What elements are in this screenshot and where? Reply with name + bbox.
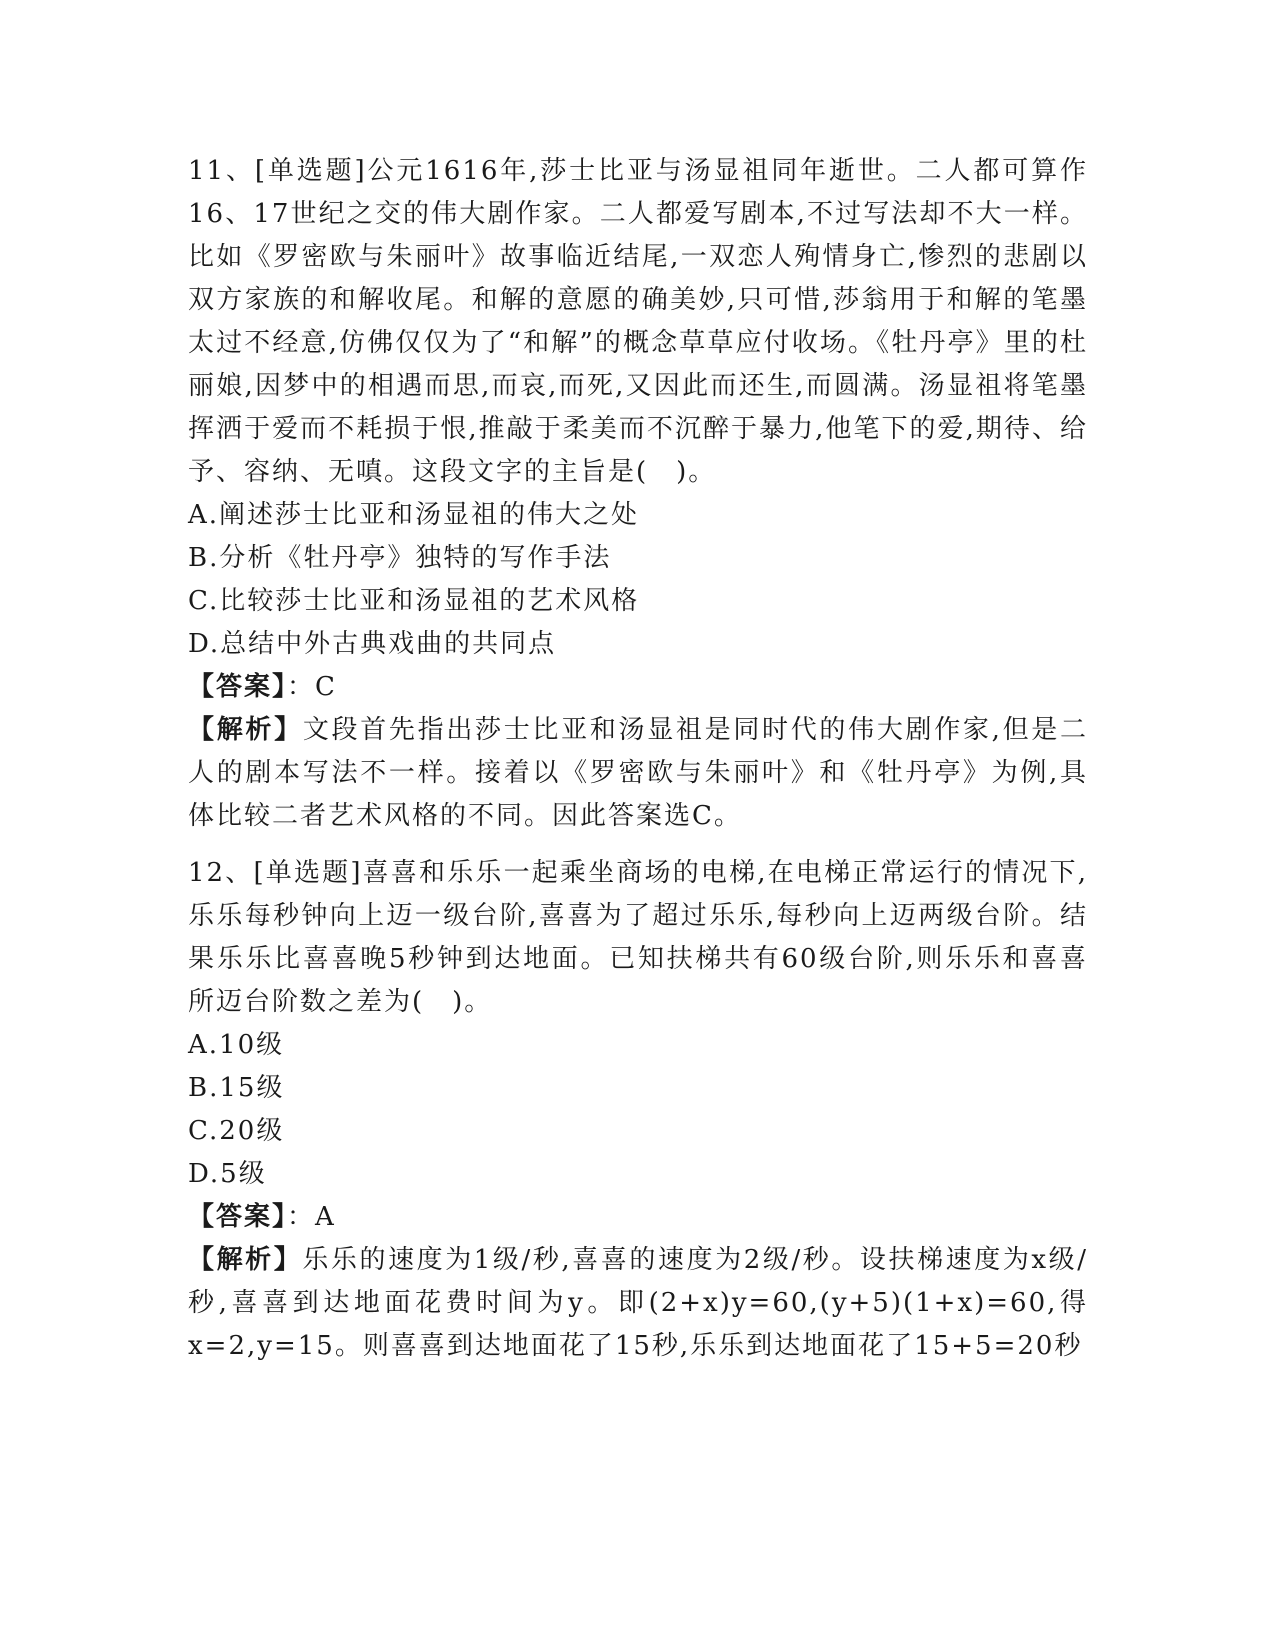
- analysis-text: 乐乐的速度为1级/秒,喜喜的速度为2级/秒。设扶梯速度为x级/秒,喜喜到达地面花费时间为y。即(2+x)y=60,(y+5)(1+x)=60,得x=2,y=15。则喜喜到达地面花了15秒,乐乐到达地面花了15+5=20秒: [188, 1245, 1088, 1361]
- option-a: A.10级: [188, 1030, 285, 1060]
- answer-separator: ：: [287, 1202, 316, 1232]
- answer-label: 【答案】: [188, 1202, 288, 1232]
- analysis-paragraph: [188, 1239, 1088, 1368]
- question-stem: 11、[单选题]公元1616年,莎士比亚与汤显祖同年逝世。二人都可算作16、17世纪之交的伟大剧作家。二人都爱写剧本,不过写法却不大一样。比如《罗密欧与朱丽叶》故事临近结尾,一双恋人殉情身亡,惨烈的悲剧以双方家族的和解收尾。和解的意愿的确美妙,只可惜,莎翁用于和解的笔墨太过不经意,仿佛仅仅为了“和解”的概念草草应付收场。《牡丹亭》里的杜丽娘,因梦中的相遇而思,而哀,而死,又因此而还生,而圆满。汤显祖将笔墨挥洒于爱而不耗损于恨,推敲于柔美而不沉醉于暴力,他笔下的爱,期待、给予、容纳、无嗔。这段文字的主旨是( )。: [188, 156, 1088, 487]
- analysis-paragraph: [188, 709, 1088, 838]
- analysis-text: 文段首先指出莎士比亚和汤显祖是同时代的伟大剧作家,但是二人的剧本写法不一样。接着以《罗密欧与朱丽叶》和《牡丹亭》为例,具体比较二者艺术风格的不同。因此答案选C。: [188, 715, 1088, 831]
- question-stem: 12、[单选题]喜喜和乐乐一起乘坐商场的电梯,在电梯正常运行的情况下,乐乐每秒钟向上迈一级台阶,喜喜为了超过乐乐,每秒向上迈两级台阶。结果乐乐比喜喜晚5秒钟到达地面。已知扶梯共有60级台阶,则乐乐和喜喜所迈台阶数之差为( )。: [188, 858, 1088, 1017]
- document-page: [188, 150, 1088, 1368]
- option-d: D.5级: [188, 1159, 267, 1189]
- analysis-label: 【解析】: [188, 1245, 303, 1275]
- option-d: D.总结中外古典戏曲的共同点: [188, 629, 557, 659]
- option-b: B.15级: [188, 1073, 285, 1103]
- option-c: C.20级: [188, 1116, 285, 1146]
- answer-label: 【答案】: [188, 672, 288, 702]
- option-c: C.比较莎士比亚和汤显祖的艺术风格: [188, 586, 640, 616]
- question-12: [188, 852, 1088, 1368]
- answer-value: C: [315, 672, 337, 702]
- option-b: B.分析《牡丹亭》独特的写作手法: [188, 543, 612, 573]
- answer-line: [188, 666, 1088, 709]
- option-a: A.阐述莎士比亚和汤显祖的伟大之处: [188, 500, 640, 530]
- answer-value: A: [315, 1202, 336, 1232]
- analysis-label: 【解析】: [188, 715, 303, 745]
- answer-line: [188, 1196, 1088, 1239]
- answer-separator: ：: [287, 672, 316, 702]
- question-11: [188, 150, 1088, 838]
